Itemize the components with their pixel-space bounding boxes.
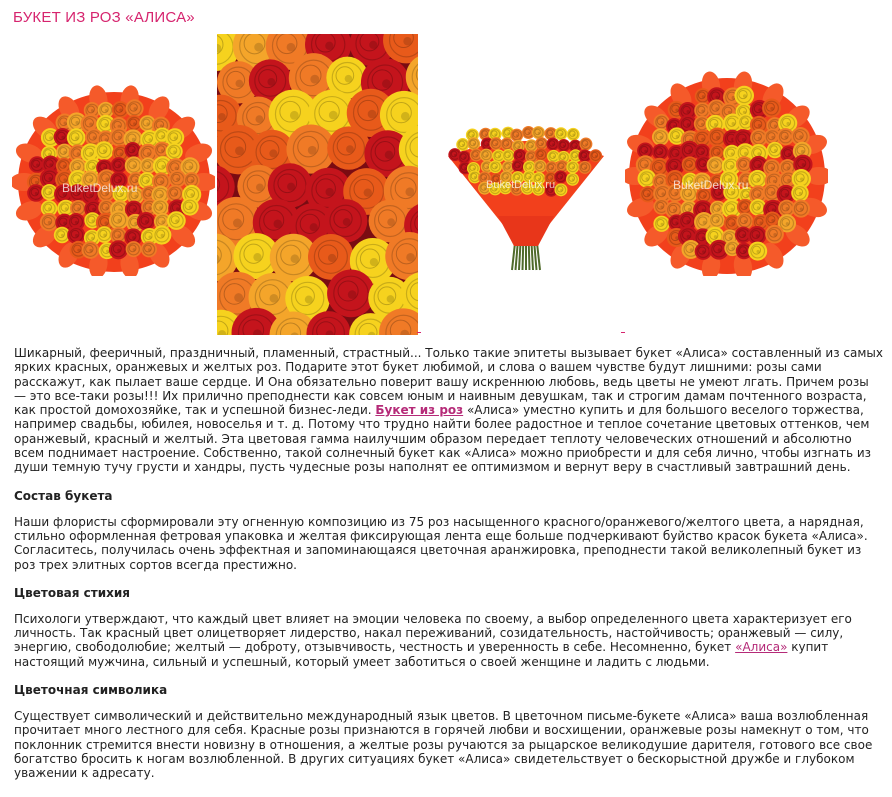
color-heading: Цветовая стихия bbox=[14, 585, 130, 600]
rose bbox=[82, 241, 100, 259]
page-title: БУКЕТ ИЗ РОЗ «АЛИСА» bbox=[13, 9, 195, 26]
rose bbox=[502, 149, 515, 162]
bouquet-round-image bbox=[12, 84, 215, 276]
rose bbox=[762, 99, 781, 118]
roses-closeup-image bbox=[217, 34, 418, 335]
intro-paragraph bbox=[14, 346, 884, 475]
color-text-2: купит настоящий мужчина, сильный и успешный, который умеет заботиться о своей женщине и ладить с людьми. bbox=[14, 640, 829, 669]
symbolism-heading: Цветочная символика bbox=[14, 683, 168, 698]
image-link-underline[interactable] bbox=[621, 330, 625, 333]
rose bbox=[532, 126, 545, 139]
rose bbox=[327, 270, 375, 318]
rose bbox=[555, 127, 568, 140]
image-link-underline[interactable] bbox=[417, 330, 421, 333]
bouquet-round-photo[interactable] bbox=[12, 84, 215, 276]
watermark: BuketDelux.ru bbox=[486, 179, 556, 191]
rose bbox=[152, 225, 171, 244]
rose bbox=[748, 242, 767, 261]
rose bbox=[512, 159, 525, 172]
rose bbox=[467, 137, 480, 150]
rose bbox=[166, 185, 183, 202]
rose bbox=[95, 141, 114, 160]
alisa-link[interactable]: «Алиса» bbox=[735, 640, 788, 655]
composition-heading: Состав букета bbox=[14, 488, 113, 503]
rose bbox=[578, 161, 591, 174]
symbolism-paragraph: Существует символический и действительно международный язык цветов. В цветочном письме-букете «Алиса» ваша возлюбленная прочитает много лестного для себя. Красные розы признаются в горячей любви и восхищении, оранжевые розы намекнут о том, что поклонник стремится внести новизну в отношения, а желтые розы ручаются за рыцарское великодушие дарителя, готового все свое богатство бросить к ногам возлюбленной. В других ситуациях букет «Алиса» свидетельствует о бескорыстной дружбе и глубоком уважении к адресату. bbox=[14, 709, 873, 781]
rose bbox=[566, 173, 579, 186]
rose bbox=[589, 149, 602, 162]
rose bbox=[67, 128, 86, 147]
composition-paragraph: Наши флористы сформировали эту огненную композицию из 75 роз насыщенного красного/оранжевого/желтого цвета, а нарядная, стильно оформленная фетровая упаковка и желтая фиксирующая лента еще больше подчеркивают буйство красок букета «Алиса». Согласитесь, получилась очень эффектная и запоминающаяся цветочная аранжировка, преподнести такой великолепный букет из роз трех элитных сортов всегда престижно. bbox=[14, 514, 868, 572]
rose bbox=[96, 226, 113, 243]
rose bbox=[535, 148, 548, 161]
roses-closeup-photo[interactable] bbox=[217, 34, 418, 335]
rose bbox=[652, 144, 668, 160]
rose bbox=[579, 138, 592, 151]
bouquet-side-image bbox=[428, 86, 624, 274]
rose bbox=[109, 240, 128, 259]
intro-text: Шикарный, фееричный, праздничный, пламенный, страстный... Только такие эпитеты вызывает букет «Алиса» составленный из самых ярких красных, оранжевых и желтых роз. Подарите этот букет любимой, и слова о вашем чувстве будут лишними: розы сами расскажут, как пылает ваше сердце. И Она обязательно поверит вашу искреннюю любовь, ведь цветы не умеют лгать. Причем розы — это все-таки розы!!! Их прилично преподнести как совсем юным и наивным девушкам, так и строгим дамам почтенного возраста, как простой домохозяйке, так и успешной бизнес-леди. bbox=[14, 346, 884, 418]
bouquet-side-photo[interactable] bbox=[428, 86, 624, 274]
rose bbox=[500, 138, 513, 151]
intro-text-2: «Алиса» уместно купить и для большого веселого торжества, например свадьбы, юбилея, новоселья и т. д. Потому что трудно найти более радостное и теплое сочетание цветовых оттенков, чем оранжевый, красный и желтый. Эта цветовая гамма наилучшим образом передает теплоту человеческих отношений и абсолютно всем поднимает настроение. Собственно, такой солнечный букет как «Алиса» можно приобрести и для себя лично, чтобы изгнать из души темную тучу грусти и хандры, пусть чудесные розы наполнят ее оптимизмом и вернут веру в счастливый завтрашний день. bbox=[14, 403, 872, 475]
rose bbox=[554, 183, 567, 196]
rose bbox=[510, 129, 523, 142]
article-body bbox=[14, 346, 884, 795]
rose bbox=[707, 156, 725, 174]
rose bbox=[126, 241, 142, 257]
rose bbox=[40, 213, 58, 231]
bouquet-round-image-2 bbox=[625, 64, 828, 276]
watermark: BuketDelux.ru bbox=[62, 181, 138, 195]
rose bbox=[489, 160, 502, 173]
rose bbox=[169, 170, 186, 187]
rose bbox=[695, 243, 712, 260]
rose bbox=[765, 225, 784, 244]
rose bbox=[327, 126, 370, 169]
rose bbox=[709, 212, 725, 228]
bouquet-round-photo-2[interactable] bbox=[625, 64, 828, 276]
wrap-cone bbox=[498, 216, 554, 246]
watermark: BuketDelux.ru bbox=[673, 178, 749, 192]
rose bbox=[534, 160, 547, 173]
rose bbox=[181, 198, 199, 216]
bouquet-link[interactable]: Букет из роз bbox=[375, 403, 464, 418]
rose bbox=[167, 211, 186, 230]
rose bbox=[125, 142, 141, 158]
rose bbox=[166, 143, 183, 160]
color-text: Психологи утверждают, что каждый цвет влияет на эмоции человека по своему, а выбор определенного цвета характеризует его личность. Так красный цвет олицетворяет лидерство, накал переживаний, созидательность, настойчивость; оранжевый — силу, энергию, свободолюбие; желтый — доброту, отзывчивость, честность и уверенность в себе. Несомненно, букет bbox=[14, 611, 852, 655]
rose bbox=[480, 149, 493, 162]
rose bbox=[141, 241, 157, 257]
rose bbox=[111, 157, 127, 173]
rose bbox=[137, 212, 155, 230]
rose bbox=[792, 200, 810, 218]
rose bbox=[126, 99, 144, 117]
rose bbox=[791, 184, 808, 201]
rose bbox=[109, 210, 128, 229]
rose bbox=[566, 160, 579, 173]
color-paragraph bbox=[14, 612, 884, 669]
rose bbox=[554, 170, 567, 183]
rose bbox=[653, 216, 669, 232]
rose bbox=[734, 86, 754, 106]
rose bbox=[557, 139, 570, 152]
rose bbox=[652, 128, 669, 145]
rose bbox=[567, 128, 580, 141]
